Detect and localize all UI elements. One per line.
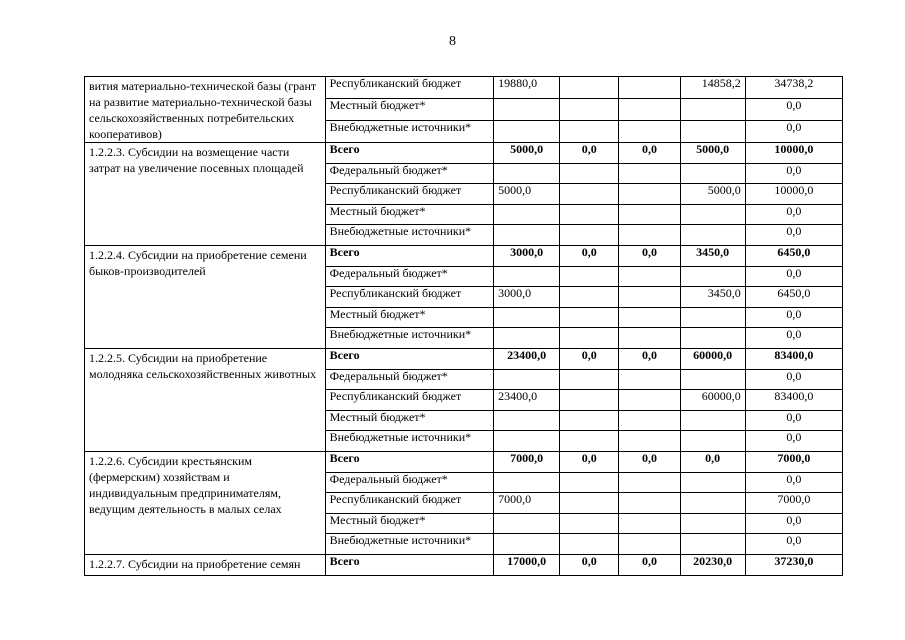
amount-cell-0 [494,266,560,287]
amount-cell-3 [680,307,745,328]
funding-source: Всего [325,245,493,266]
amount-cell-2 [619,369,680,390]
amount-cell-4: 6450,0 [745,287,842,308]
amount-cell-1: 0,0 [560,348,619,369]
amount-cell-3 [680,225,745,246]
amount-cell-0 [494,204,560,225]
amount-cell-4: 0,0 [745,431,842,452]
amount-cell-4: 83400,0 [745,390,842,411]
funding-source: Внебюджетные источники* [325,121,493,143]
amount-cell-0 [494,513,560,534]
amount-cell-3 [680,410,745,431]
amount-cell-3 [680,534,745,555]
amount-cell-0 [494,431,560,452]
amount-cell-0 [494,328,560,349]
amount-cell-2 [619,121,680,143]
amount-cell-1 [560,328,619,349]
amount-cell-1: 0,0 [560,143,619,164]
amount-cell-1 [560,534,619,555]
funding-source: Республиканский бюджет [325,287,493,308]
amount-cell-1 [560,472,619,493]
amount-cell-3: 60000,0 [680,348,745,369]
amount-cell-2 [619,390,680,411]
amount-cell-3 [680,99,745,121]
funding-source: Местный бюджет* [325,513,493,534]
amount-cell-2: 0,0 [619,348,680,369]
amount-cell-4: 0,0 [745,204,842,225]
amount-cell-0: 19880,0 [494,77,560,99]
amount-cell-4: 34738,2 [745,77,842,99]
amount-cell-4: 0,0 [745,410,842,431]
amount-cell-1: 0,0 [560,554,619,576]
amount-cell-2 [619,493,680,514]
amount-cell-4: 7000,0 [745,493,842,514]
amount-cell-4: 37230,0 [745,554,842,576]
page-number: 8 [449,34,456,49]
amount-cell-3 [680,266,745,287]
funding-source: Республиканский бюджет [325,493,493,514]
amount-cell-4: 0,0 [745,369,842,390]
amount-cell-1 [560,287,619,308]
amount-cell-4: 10000,0 [745,143,842,164]
amount-cell-0 [494,410,560,431]
amount-cell-1 [560,431,619,452]
amount-cell-0 [494,472,560,493]
funding-source: Федеральный бюджет* [325,163,493,184]
amount-cell-3 [680,163,745,184]
amount-cell-0: 5000,0 [494,143,560,164]
amount-cell-2: 0,0 [619,554,680,576]
amount-cell-2 [619,184,680,205]
amount-cell-0: 3000,0 [494,287,560,308]
amount-cell-4: 0,0 [745,99,842,121]
amount-cell-4: 0,0 [745,534,842,555]
amount-cell-3 [680,472,745,493]
amount-cell-3: 14858,2 [680,77,745,99]
table-row [85,143,843,164]
funding-source: Местный бюджет* [325,307,493,328]
amount-cell-2: 0,0 [619,451,680,472]
amount-cell-3 [680,121,745,143]
amount-cell-1 [560,99,619,121]
measure-name: 1.2.2.7. Субсидии на приобретение семян [85,554,326,576]
amount-cell-0 [494,534,560,555]
amount-cell-2 [619,163,680,184]
funding-source: Республиканский бюджет [325,390,493,411]
amount-cell-4: 6450,0 [745,245,842,266]
amount-cell-1: 0,0 [560,245,619,266]
amount-cell-0 [494,99,560,121]
funding-source: Всего [325,451,493,472]
table-row [85,77,843,99]
amount-cell-0: 17000,0 [494,554,560,576]
funding-source: Федеральный бюджет* [325,266,493,287]
amount-cell-0 [494,121,560,143]
amount-cell-1 [560,77,619,99]
amount-cell-0: 5000,0 [494,184,560,205]
amount-cell-2 [619,287,680,308]
amount-cell-2 [619,534,680,555]
amount-cell-3: 5000,0 [680,184,745,205]
amount-cell-2 [619,266,680,287]
amount-cell-2 [619,328,680,349]
amount-cell-3: 60000,0 [680,390,745,411]
amount-cell-4: 0,0 [745,472,842,493]
table-row [85,554,843,576]
amount-cell-0 [494,369,560,390]
funding-source: Внебюджетные источники* [325,328,493,349]
amount-cell-2 [619,204,680,225]
funding-source: Республиканский бюджет [325,184,493,205]
amount-cell-0 [494,307,560,328]
amount-cell-4: 0,0 [745,121,842,143]
amount-cell-3: 0,0 [680,451,745,472]
amount-cell-4: 0,0 [745,266,842,287]
amount-cell-3: 3450,0 [680,287,745,308]
amount-cell-1 [560,493,619,514]
amount-cell-1 [560,121,619,143]
amount-cell-1 [560,513,619,534]
funding-source: Всего [325,143,493,164]
funding-source: Внебюджетные источники* [325,225,493,246]
funding-source: Всего [325,348,493,369]
amount-cell-0: 3000,0 [494,245,560,266]
amount-cell-3 [680,328,745,349]
amount-cell-2: 0,0 [619,143,680,164]
amount-cell-1 [560,410,619,431]
table-row [85,451,843,472]
amount-cell-1 [560,369,619,390]
funding-source: Местный бюджет* [325,204,493,225]
amount-cell-4: 0,0 [745,307,842,328]
amount-cell-3: 3450,0 [680,245,745,266]
amount-cell-3: 20230,0 [680,554,745,576]
amount-cell-4: 0,0 [745,513,842,534]
amount-cell-2 [619,472,680,493]
amount-cell-2 [619,307,680,328]
table-row [85,245,843,266]
measure-name: вития материально-технической базы (грант на развитие материально-технической базы сельскохозяйственных потребительских кооперативов) [85,77,326,143]
funding-source: Местный бюджет* [325,99,493,121]
amount-cell-2 [619,99,680,121]
amount-cell-3 [680,493,745,514]
funding-source: Федеральный бюджет* [325,369,493,390]
amount-cell-4: 0,0 [745,163,842,184]
amount-cell-0: 7000,0 [494,493,560,514]
amount-cell-2 [619,513,680,534]
amount-cell-1 [560,266,619,287]
amount-cell-1 [560,225,619,246]
funding-source: Республиканский бюджет [325,77,493,99]
amount-cell-0: 23400,0 [494,390,560,411]
measure-name: 1.2.2.6. Субсидии крестьянским (фермерским) хозяйствам и индивидуальным предпринимателям, ведущим деятельность в малых селах [85,451,326,554]
amount-cell-1 [560,163,619,184]
measure-name: 1.2.2.4. Субсидии на приобретение семени быков-производителей [85,245,326,348]
amount-cell-3 [680,204,745,225]
amount-cell-3 [680,431,745,452]
measure-name: 1.2.2.3. Субсидии на возмещение части затрат на увеличение посевных площадей [85,143,326,246]
amount-cell-2 [619,77,680,99]
amount-cell-0: 7000,0 [494,451,560,472]
amount-cell-3 [680,369,745,390]
amount-cell-2 [619,225,680,246]
amount-cell-4: 10000,0 [745,184,842,205]
amount-cell-1 [560,204,619,225]
amount-cell-1 [560,307,619,328]
funding-source: Всего [325,554,493,576]
funding-source: Внебюджетные источники* [325,431,493,452]
amount-cell-4: 0,0 [745,225,842,246]
amount-cell-0: 23400,0 [494,348,560,369]
amount-cell-4: 0,0 [745,328,842,349]
amount-cell-0 [494,225,560,246]
budget-table [84,76,843,576]
amount-cell-1 [560,390,619,411]
amount-cell-4: 83400,0 [745,348,842,369]
amount-cell-0 [494,163,560,184]
amount-cell-3: 5000,0 [680,143,745,164]
amount-cell-1: 0,0 [560,451,619,472]
funding-source: Федеральный бюджет* [325,472,493,493]
table-row [85,348,843,369]
amount-cell-2 [619,431,680,452]
funding-source: Местный бюджет* [325,410,493,431]
amount-cell-3 [680,513,745,534]
measure-name: 1.2.2.5. Субсидии на приобретение молодняка сельскохозяйственных животных [85,348,326,451]
amount-cell-2 [619,410,680,431]
amount-cell-4: 7000,0 [745,451,842,472]
funding-source: Внебюджетные источники* [325,534,493,555]
amount-cell-1 [560,184,619,205]
amount-cell-2: 0,0 [619,245,680,266]
